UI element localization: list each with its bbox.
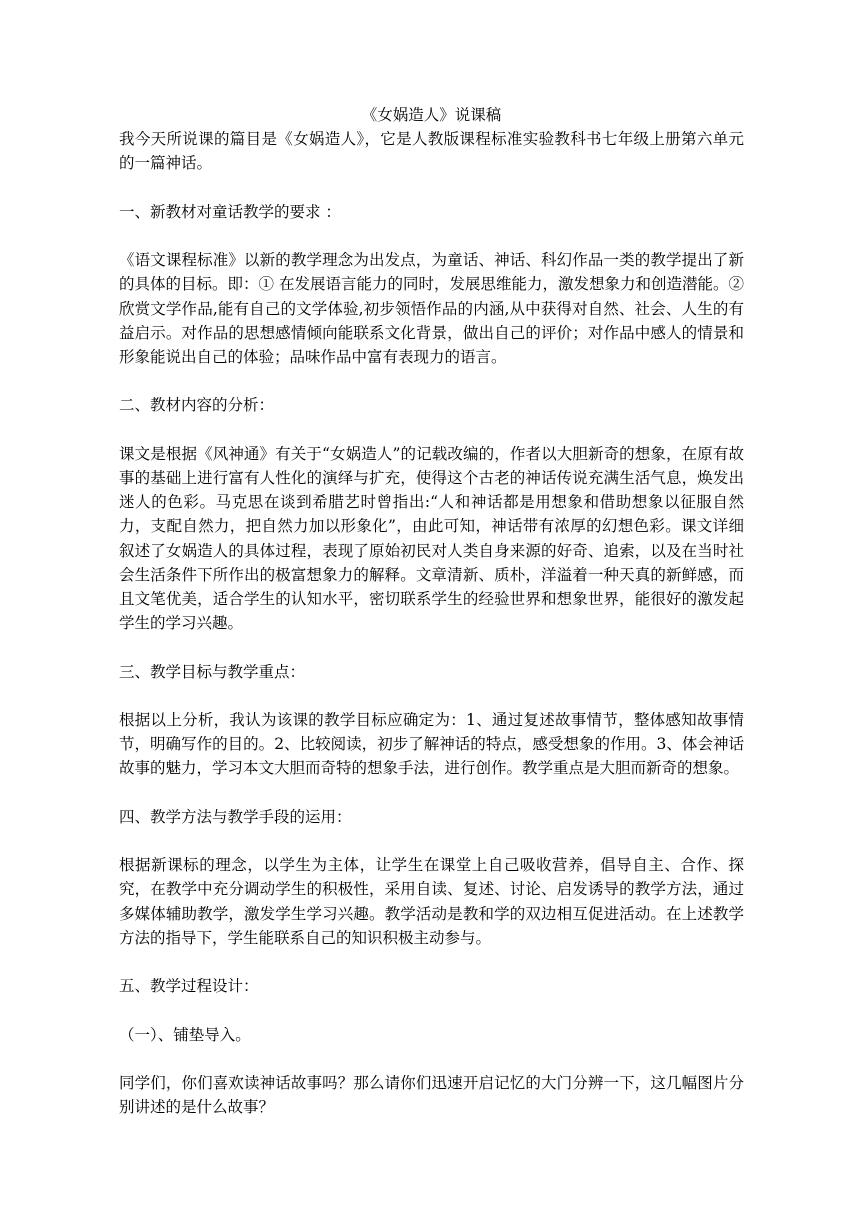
section-3-paragraph: 根据以上分析，我认为该课的教学目标应确定为：1、通过复述故事情节，整体感知故事情节，明确写作的目的。2、比较阅读，初步了解神话的特点，感受想象的作用。3、体会神话故事的魅力，学习本文大胆而奇特的想象手法，进行创作。教学重点是大胆而新奇的想象。 xyxy=(119,710,744,778)
section-2-paragraph: 课文是根据《风神通》有关于“女娲造人”的记载改编的，作者以大胆新奇的想象，在原有故事的基础上进行富有人性化的演绎与扩充，使得这个古老的神话传说充满生活气息，焕发出迷人的色彩。马克思在谈到希腊艺时曾指出:“人和神话都是用想象和借助想象以征服自然力，支配自然力，把自然力加以形象化”，由此可知，神话带有浓厚的幻想色彩。课文详细叙述了女娲造人的具体过程，表现了原始初民对人类自身来源的好奇、追索，以及在当时社会生活条件下所作出的极富想象力的解释。文章清新、质朴，洋溢着一种天真的新鲜感，而且文笔优美，适合学生的认知水平，密切联系学生的经验世界和想象世界，能很好的激发起学生的学习兴趣。 xyxy=(119,444,744,633)
section-heading-3: 三、教学目标与教学重点： xyxy=(119,662,306,681)
section-1-paragraph: 《语文课程标准》以新的教学理念为出发点，为童话、神话、科幻作品一类的教学提出了新的具体的目标。即：① 在发展语言能力的同时，发展思维能力，激发想象力和创造潜能。②欣赏文学作品,能有自己的文学体验,初步领悟作品的内涵,从中获得对自然、社会、人生的有益启示。对作品的思想感情倾向能联系文化背景，做出自己的评价；对作品中感人的情景和形象能说出自己的体验；品味作品中富有表现力的语言。 xyxy=(119,251,744,366)
section-4-paragraph: 根据新课标的理念，以学生为主体，让学生在课堂上自己吸收营养，倡导自主、合作、探究，在教学中充分调动学生的积极性，采用自读、复述、讨论、启发诱导的教学方法，通过多媒体辅助教学，激发学生学习兴趣。教学活动是教和学的双边相互促进活动。在上述教学方法的指导下，学生能联系自己的知识积极主动参与。 xyxy=(119,856,744,947)
section-heading-5: 五、教学过程设计： xyxy=(119,977,259,996)
subsection-1-paragraph: 同学们，你们喜欢读神话故事吗？那么请你们迅速开启记忆的大门分辨一下，这几幅图片分别讲述的是什么故事？ xyxy=(119,1073,744,1117)
subsection-heading-1: （一）、铺垫导入。 xyxy=(119,1025,251,1044)
section-heading-1: 一、新教材对童话教学的要求 ： xyxy=(119,202,341,221)
document-body xyxy=(119,103,744,1144)
intro-paragraph: 我今天所说课的篇目是《女娲造人》，它是人教版课程标准实验教科书七年级上册第六单元的一篇神话。 xyxy=(119,130,744,173)
section-heading-4: 四、教学方法与教学手段的运用： xyxy=(119,807,352,826)
section-heading-2: 二、教材内容的分析： xyxy=(119,396,275,415)
document-title: 《女娲造人》说课稿 xyxy=(361,106,502,124)
